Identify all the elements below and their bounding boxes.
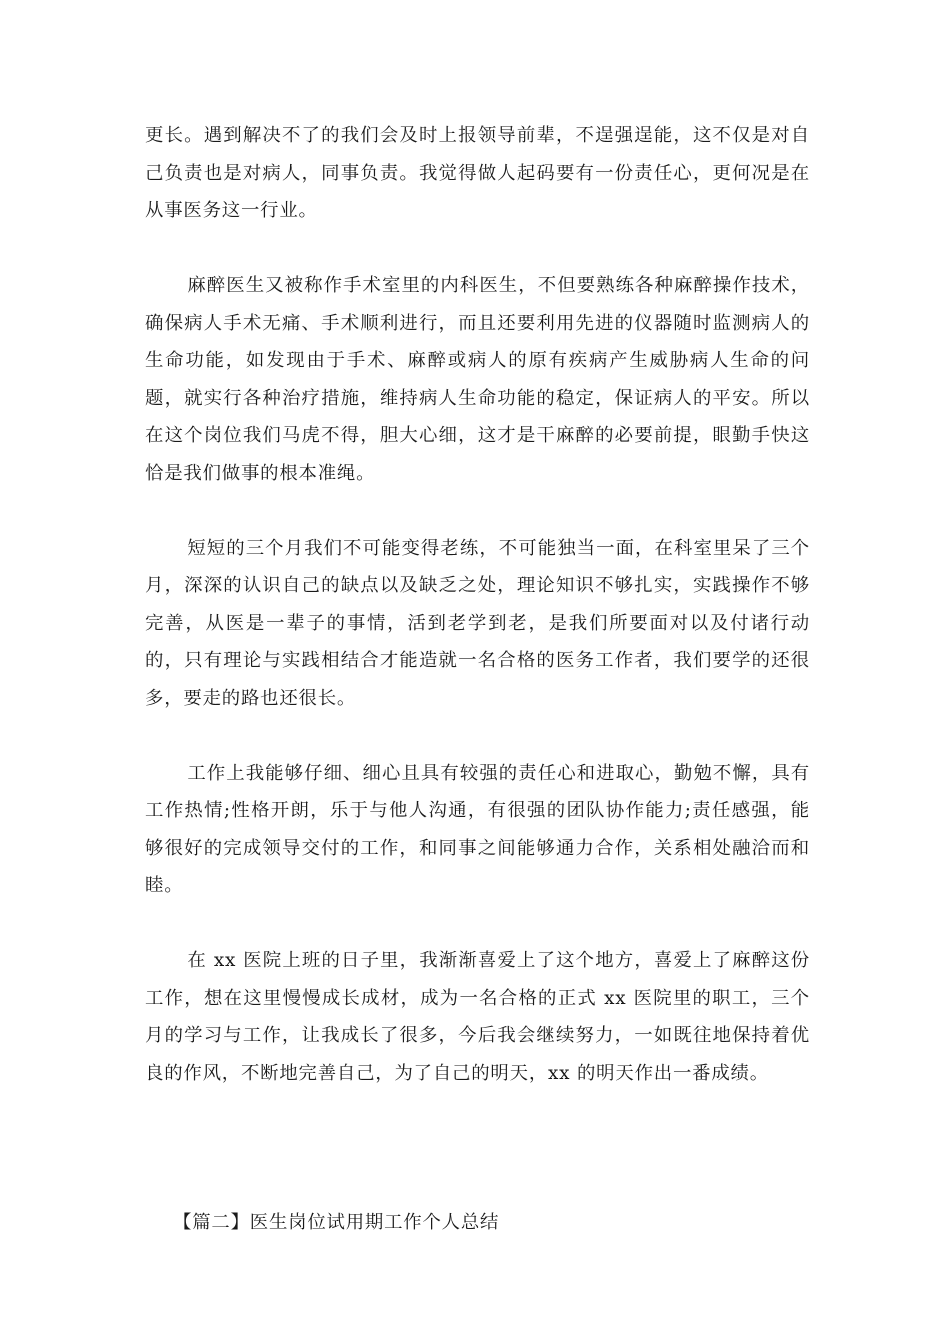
paragraph-spacer xyxy=(145,905,810,943)
paragraph-spacer xyxy=(145,492,810,530)
document-body xyxy=(145,117,810,1242)
paragraph-spacer xyxy=(145,717,810,755)
section-spacer xyxy=(145,1092,810,1204)
paragraph-3: 短短的三个月我们不可能变得老练，不可能独当一面，在科室里呆了三个月，深深的认识自己的缺点以及缺乏之处，理论知识不够扎实，实践操作不够完善，从医是一辈子的事情，活到老学到老，是我们所要面对以及付诸行动的，只有理论与实践相结合才能造就一名合格的医务工作者，我们要学的还很多，要走的路也还很长。 xyxy=(145,537,810,709)
paragraph-1: 更长。遇到解决不了的我们会及时上报领导前辈，不逞强逞能，这不仅是对自己负责也是对病人，同事负责。我觉得做人起码要有一份责任心，更何况是在从事医务这一行业。 xyxy=(145,125,810,221)
paragraph-5: 在 xx 医院上班的日子里，我渐渐喜爱上了这个地方，喜爱上了麻醉这份工作，想在这里慢慢成长成材，成为一名合格的正式 xx 医院里的职工，三个月的学习与工作，让我成长了很多，今后我会继续努力，一如既往地保持着优良的作风，不断地完善自己，为了自己的明天，xx 的明天作出一番成绩。 xyxy=(145,950,810,1084)
section-heading: 【篇二】医生岗位试用期工作个人总结 xyxy=(173,1212,500,1233)
paragraph-2: 麻醉医生又被称作手术室里的内科医生，不但要熟练各种麻醉操作技术，确保病人手术无痛、手术顺利进行，而且还要利用先进的仪器随时监测病人的生命功能，如发现由于手术、麻醉或病人的原有疾病产生威胁病人生命的问题，就实行各种治疗措施，维持病人生命功能的稳定，保证病人的平安。所以在这个岗位我们马虎不得，胆大心细，这才是干麻醉的必要前提，眼勤手快这恰是我们做事的根本准绳。 xyxy=(145,275,810,484)
paragraph-4: 工作上我能够仔细、细心且具有较强的责任心和进取心，勤勉不懈，具有工作热情;性格开朗，乐于与他人沟通，有很强的团队协作能力;责任感强，能够很好的完成领导交付的工作，和同事之间能够通力合作，关系相处融洽而和睦。 xyxy=(145,762,810,896)
paragraph-spacer xyxy=(145,230,810,268)
